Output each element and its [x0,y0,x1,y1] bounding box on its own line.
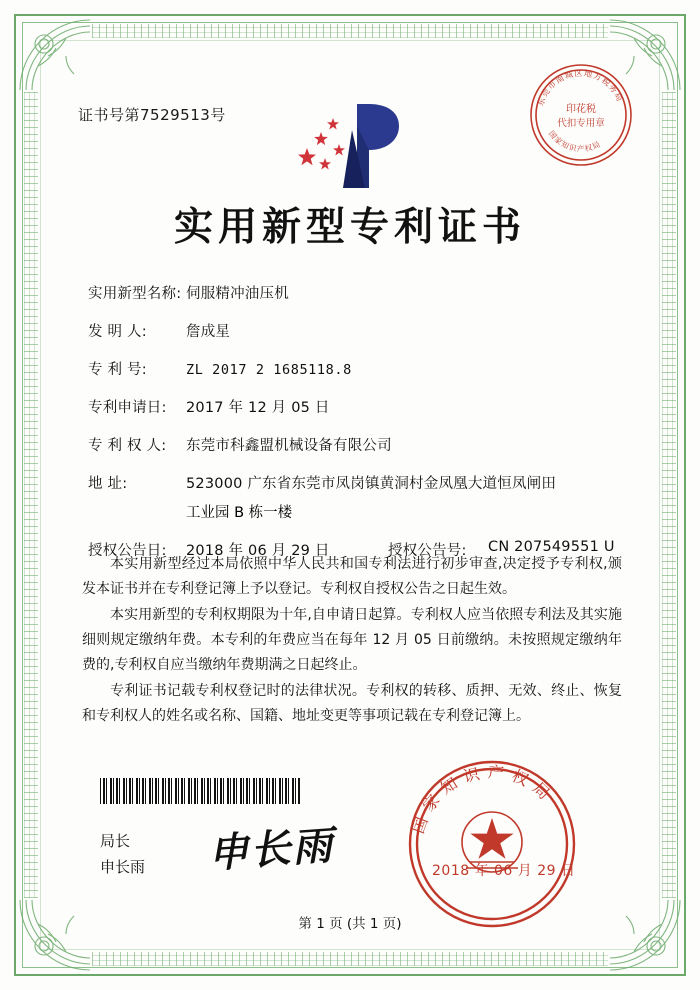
field-label: 专 利 号: [88,362,147,378]
paragraph: 本实用新型经过本局依照中华人民共和国专利法进行初步审查,决定授予专利权,颁发本证书并在专利登记簿上予以登记。专利权自授权公告之日起生效。 [82,556,622,597]
grant-publication-number-label: 授权公告号: [388,543,467,559]
field-row-application-date [88,396,618,417]
page-title: 实用新型专利证书 [173,204,526,250]
handwritten-signature: 申长雨 [206,821,336,878]
field-value: 伺服精冲油压机 [186,286,289,302]
patent-office-logo-icon [295,96,415,196]
seal-outer-text: 东莞市南城区地方税务局 [535,67,626,108]
field-label: 专 利 权 人: [88,438,167,454]
grant-date-value: 2018 年 06 月 29 日 [186,543,330,559]
national-intellectual-property-office-seal-icon [404,756,580,932]
corner-ornament-icon [18,898,92,972]
field-row-inventor [88,320,618,341]
field-row-patentee [88,434,618,455]
field-value: ZL 2017 2 1685118.8 [186,362,352,378]
body-text [82,552,622,730]
field-value: 523000 广东省东莞市凤岗镇黄洞村金凤凰大道恒凤闸田 [186,476,557,492]
director-label: 局长 [100,832,131,850]
field-label: 实用新型名称: [88,286,182,302]
seal-bottom-text: 国家知识产权局 [546,129,603,154]
field-row-patent-number [88,358,618,379]
paragraph: 专利证书记载专利权登记时的法律状况。专利权的转移、质押、无效、终止、恢复和专利权人的姓名或名称、国籍、地址变更等事项记载在专利登记簿上。 [82,683,622,724]
director-name: 申长雨 [100,858,146,876]
page-footer: 第 1 页 (共 1 页) [298,916,402,932]
field-label: 专利申请日: [88,400,167,416]
certificate-number: 证书号第7529513号 [78,106,226,124]
svg-text:东莞市南城区地方税务局 [535,68,625,107]
field-label: 地 址: [88,476,128,492]
fields-block [88,282,618,577]
paragraph: 本实用新型的专利权期限为十年,自申请日起算。专利权人应当依照专利法及其实施细则规定缴纳年费。本专利的年费应当在每年 12 月 05 日前缴纳。未按照规定缴纳年费的,专利权自应当缴纳年费期满之日起终止。 [82,607,622,673]
seal-date: 2018 年 06 月 29 日 [432,863,576,879]
filigree-band-bottom [92,952,608,966]
barcode-icon [100,778,300,804]
grant-publication-number-value: CN 207549551 U [488,539,615,555]
corner-ornament-icon [608,898,682,972]
seal-line-1: 印花税 [566,104,596,115]
filigree-band-top [92,24,608,38]
stamp-duty-seal-icon [528,62,634,168]
field-value-address-continuation: 工业园 B 栋一楼 [186,505,293,521]
field-value: 东莞市科鑫盟机械设备有限公司 [186,438,392,454]
svg-text:国家知识产权局 [408,762,559,836]
seal-ring-text: 国家知识产权局 [408,762,559,837]
field-value: 詹成星 [186,324,231,340]
field-value: 2017 年 12 月 05 日 [186,400,330,416]
director-block [100,828,145,880]
field-row-utility-model-name [88,282,618,303]
field-label: 发 明 人: [88,324,147,340]
seal-line-2: 代扣专用章 [557,118,605,129]
svg-text:国家知识产权局 [547,129,603,153]
field-row-address [88,472,618,493]
grant-date-label: 授权公告日: [88,543,167,559]
corner-ornament-icon [18,18,92,92]
